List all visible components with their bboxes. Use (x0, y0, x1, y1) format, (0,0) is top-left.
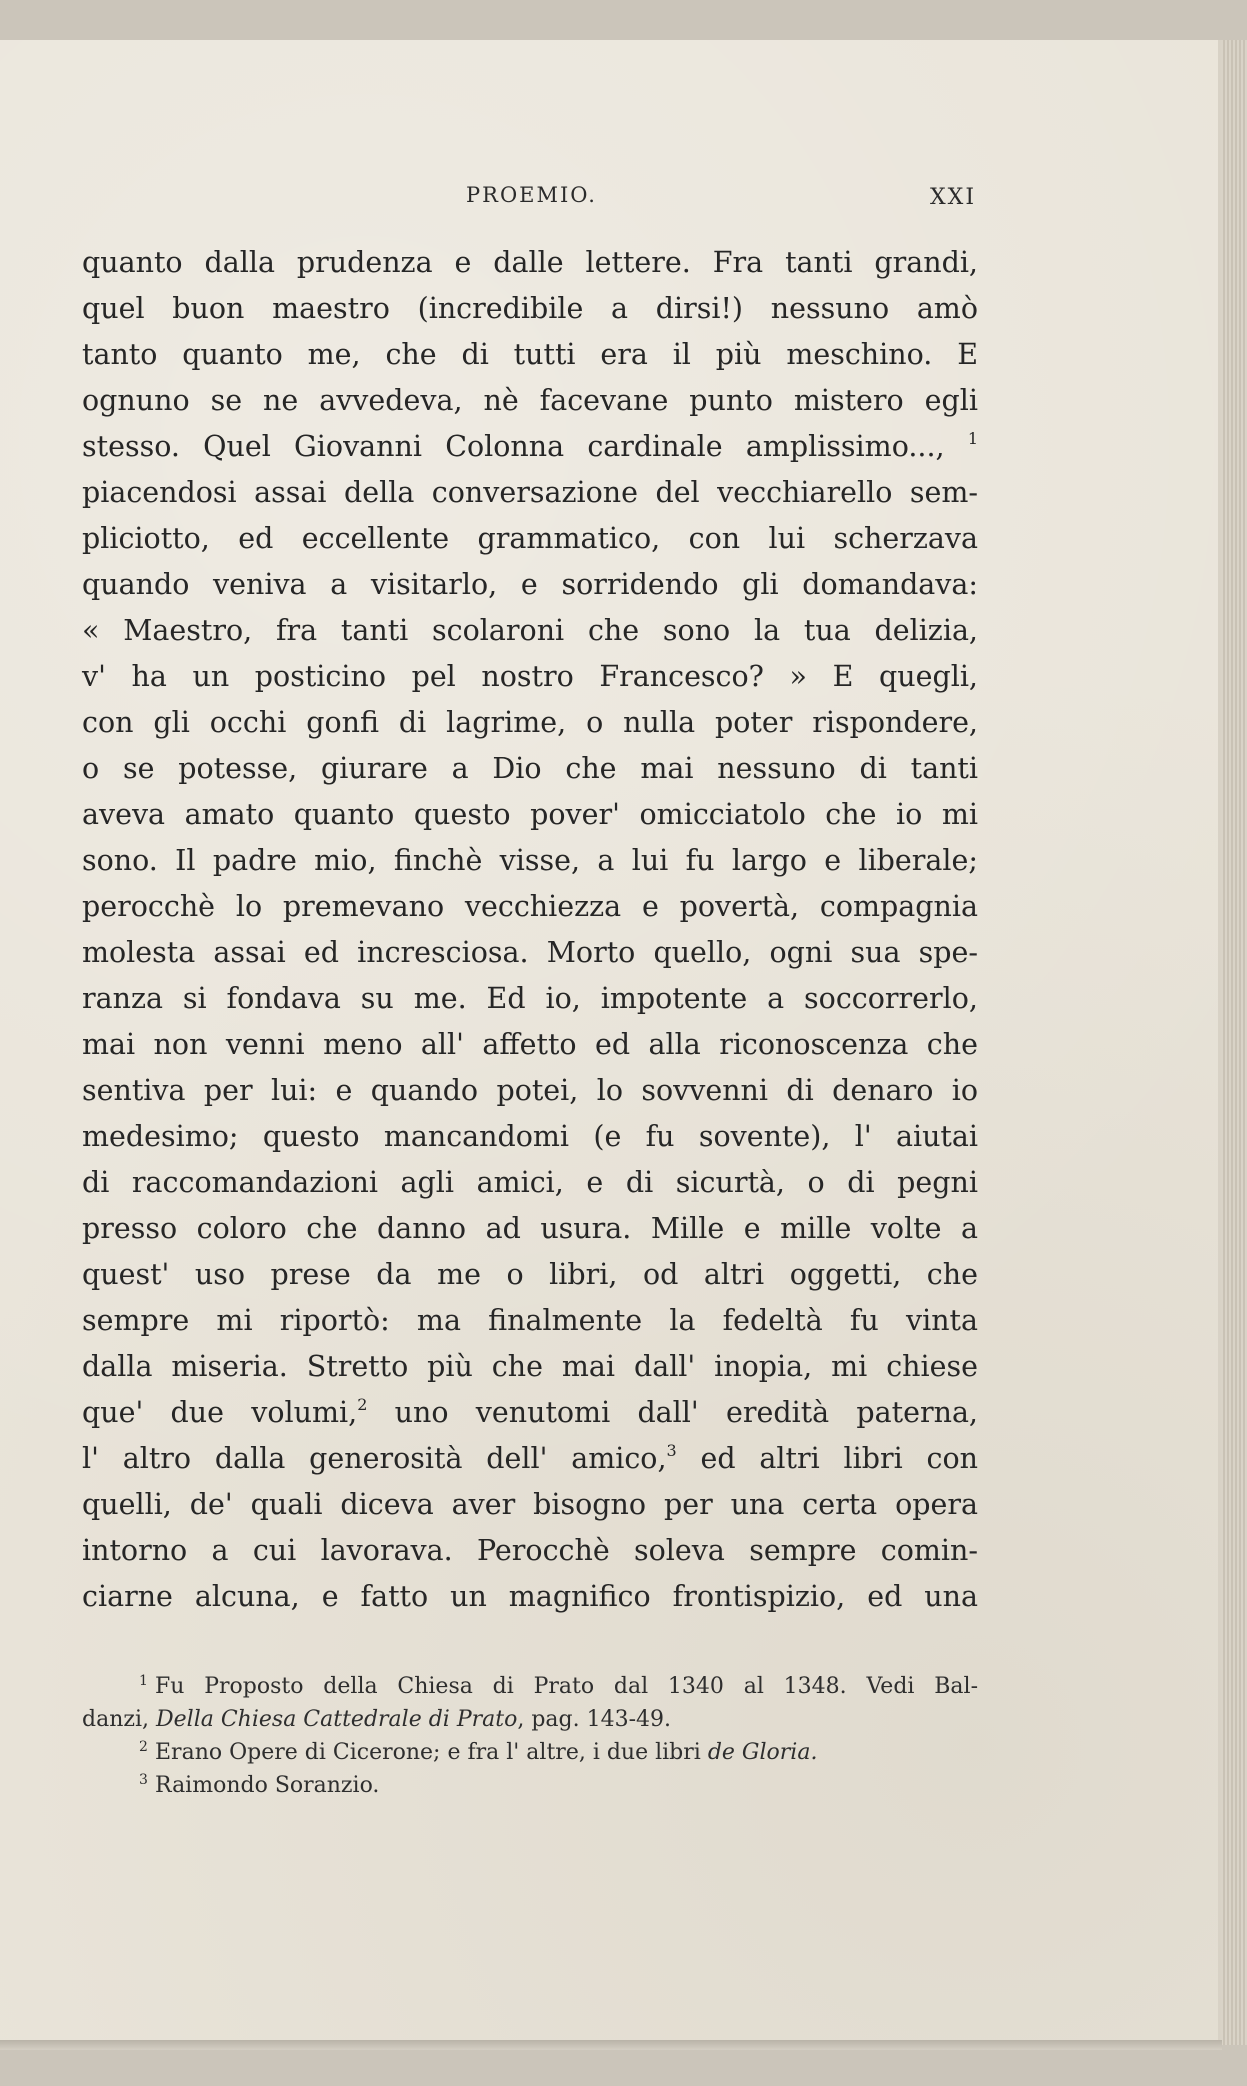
text-line: « Maestro, fra tanti scolaroni che sono la tua delizia, (82, 614, 978, 647)
text-line: quest' uso prese da me o libri, od altri oggetti, che (82, 1258, 978, 1291)
footnote-text: Fu Proposto della Chiesa di Prato dal 1340 al 1348. Vedi Bal- (155, 1674, 978, 1699)
footnote-title: de Gloria. (707, 1740, 818, 1765)
text-line: quando veniva a visitarlo, e sorridendo gli domandava: (82, 568, 978, 601)
text-segment: ed altri libri con (676, 1442, 978, 1475)
text-line: quanto dalla prudenza e dalle lettere. Fra tanti grandi, (82, 246, 978, 279)
text-line: mai non venni meno all' affetto ed alla riconoscenza che (82, 1028, 978, 1061)
text-line: ciarne alcuna, e fatto un magnifico frontispizio, ed una (82, 1580, 978, 1613)
footnote-text: Erano Opere di Cicerone; e fra l' altre, i due libri (155, 1740, 701, 1765)
footnote-text: danzi, (82, 1707, 149, 1732)
text-line (82, 424, 978, 470)
footnote-reference: 2 (357, 1395, 368, 1414)
text-line (82, 1436, 978, 1482)
footnote-text: , pag. 143-49. (517, 1707, 672, 1732)
text-line: v' ha un posticino pel nostro Francesco? » E quegli, (82, 660, 978, 693)
page-bottom-edge (0, 2040, 1222, 2050)
text-line: presso coloro che danno ad usura. Mille e mille volte a (82, 1212, 978, 1245)
footnote-1: 1 Fu Proposto della Chiesa di Prato dal 1340 al 1348. Vedi Bal- (139, 1673, 978, 1699)
text-line: di raccomandazioni agli amici, e di sicurtà, o di pegni (82, 1166, 978, 1199)
text-line: medesimo; questo mancandomi (e fu sovente), l' aiutai (82, 1120, 978, 1153)
text-line: sono. Il padre mio, finchè visse, a lui fu largo e liberale; (82, 844, 978, 877)
page-header (0, 183, 1218, 223)
text-line: ranza si fondava su me. Ed io, impotente a soccorrerlo, (82, 982, 978, 1015)
text-line: ognuno se ne avvedeva, nè facevane punto mistero egli (82, 384, 978, 417)
running-title: PROEMIO. (466, 183, 597, 207)
text-line: con gli occhi gonfi di lagrime, o nulla poter rispondere, (82, 706, 978, 739)
page-number: XXI (930, 185, 977, 210)
text-segment: que' due volumi, (82, 1396, 358, 1429)
text-line: quel buon maestro (incredibile a dirsi!) nessuno amò (82, 292, 978, 325)
text-line: pliciotto, ed eccellente grammatico, con lui scherzava (82, 522, 978, 555)
footnote-reference: 1 (967, 429, 978, 448)
footnotes (82, 1670, 978, 1802)
text-line: o se potesse, giurare a Dio che mai nessuno di tanti (82, 752, 978, 785)
footnote-title: Della Chiesa Cattedrale di Prato (156, 1707, 518, 1732)
text-line: intorno a cui lavorava. Perocchè soleva sempre comin- (82, 1534, 978, 1567)
text-segment: l' altro dalla generosità dell' amico, (82, 1442, 667, 1475)
footnote-3: 3 Raimondo Soranzio. (139, 1772, 380, 1798)
page-stack-edge (1221, 40, 1247, 2045)
text-segment: stesso. Quel Giovanni Colonna cardinale amplissimo..., (82, 430, 945, 463)
text-line: sentiva per lui: e quando potei, lo sovvenni di denaro io (82, 1074, 978, 1107)
text-line: piacendosi assai della conversazione del vecchiarello sem- (82, 476, 978, 509)
text-line: perocchè lo premevano vecchiezza e povertà, compagnia (82, 890, 978, 923)
body-text (82, 240, 978, 1620)
text-line: tanto quanto me, che di tutti era il più meschino. E (82, 338, 978, 371)
text-line: quelli, de' quali diceva aver bisogno per una certa opera (82, 1488, 978, 1521)
footnote-reference: 3 (666, 1441, 677, 1460)
text-line: molesta assai ed incresciosa. Morto quello, ogni sua spe- (82, 936, 978, 969)
text-line (82, 1390, 978, 1436)
text-line: sempre mi riportò: ma finalmente la fedeltà fu vinta (82, 1304, 978, 1337)
text-segment: uno venutomi dall' eredità paterna, (367, 1396, 978, 1429)
footnote-2: 2 Erano Opere di Cicerone; e fra l' altre, i due libri de Gloria. (139, 1739, 818, 1765)
footnote-text: Raimondo Soranzio. (155, 1773, 380, 1798)
text-line: dalla miseria. Stretto più che mai dall' inopia, mi chiese (82, 1350, 978, 1383)
footnote-1-continued (82, 1703, 978, 1736)
text-line: aveva amato quanto questo pover' omicciatolo che io mi (82, 798, 978, 831)
